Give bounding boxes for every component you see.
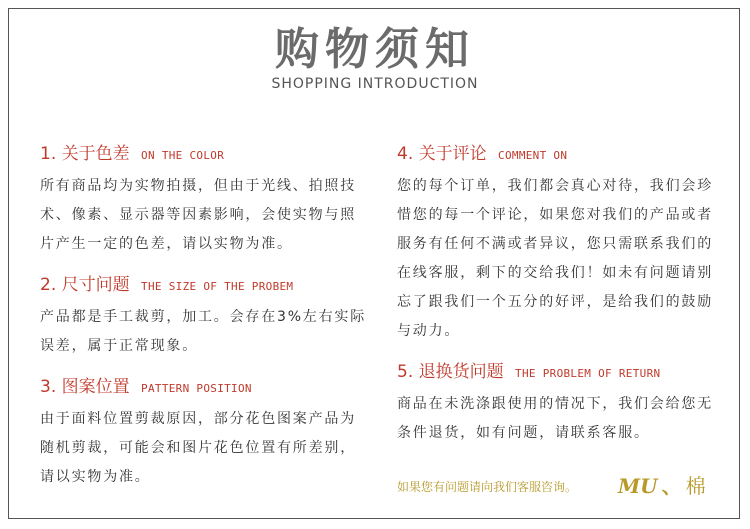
section-pattern (40, 375, 370, 492)
section-title-en: THE SIZE OF THE PROBEM (141, 280, 294, 293)
section-number: 5. (397, 362, 414, 382)
section-title: 图案位置 (61, 377, 130, 397)
section-body: 您的每个订单，我们都会真心对待，我们会珍惜您的每一个评论，如果您对我们的产品或者服务有任何不满或者异议，您只需联系我们的在线客服，剩下的交给我们！如未有问题请别忘了跟我们一个五分的好评，是给我们的鼓励与动力。 (397, 178, 713, 339)
section-return (397, 360, 727, 448)
section-heading (397, 142, 727, 168)
footer-note: 如果您有问题请向我们客服咨询。 (397, 480, 578, 494)
section-heading (40, 273, 370, 299)
section-title-en: PATTERN POSITION (141, 382, 252, 395)
section-body: 所有商品均为实物拍摄，但由于光线、拍照技术、像素、显示器等因素影响，会使实物与照片产生一定的色差，请以实物为准。 (40, 178, 356, 252)
section-body: 产品都是手工裁剪，加工。会存在3%左右实际误差，属于正常现象。 (40, 309, 367, 354)
section-title: 退换货问题 (418, 362, 504, 382)
page-title: 购物须知 (275, 24, 475, 75)
logo-latin: MU (618, 474, 658, 498)
section-number: 3. (40, 377, 57, 397)
section-comment (397, 142, 727, 346)
page-subtitle: SHOPPING INTRODUCTION (271, 76, 479, 92)
section-body: 由于面料位置剪裁原因，部分花色图案产品为随机剪裁，可能会和图片花色位置有所差别，请以实物为准。 (40, 411, 356, 485)
section-title-en: COMMENT ON (498, 149, 568, 162)
section-size (40, 273, 370, 361)
section-title-en: THE PROBLEM OF RETURN (515, 367, 661, 380)
section-heading (40, 142, 370, 168)
logo-dot: 、 (661, 474, 682, 498)
section-body: 商品在未洗涤跟使用的情况下，我们会给您无条件退货，如有问题，请联系客服。 (397, 396, 713, 441)
section-number: 1. (40, 144, 57, 164)
section-heading (40, 375, 370, 401)
section-heading (397, 360, 727, 386)
brand-logo (618, 470, 706, 499)
section-title: 尺寸问题 (61, 275, 130, 295)
right-column (397, 142, 727, 462)
section-number: 4. (397, 144, 414, 164)
section-title: 关于评论 (418, 144, 487, 164)
section-title: 关于色差 (61, 144, 130, 164)
logo-cn: 棉 (685, 474, 706, 498)
section-number: 2. (40, 275, 57, 295)
section-color (40, 142, 370, 259)
section-title-en: ON THE COLOR (141, 149, 225, 162)
left-column (40, 142, 370, 506)
